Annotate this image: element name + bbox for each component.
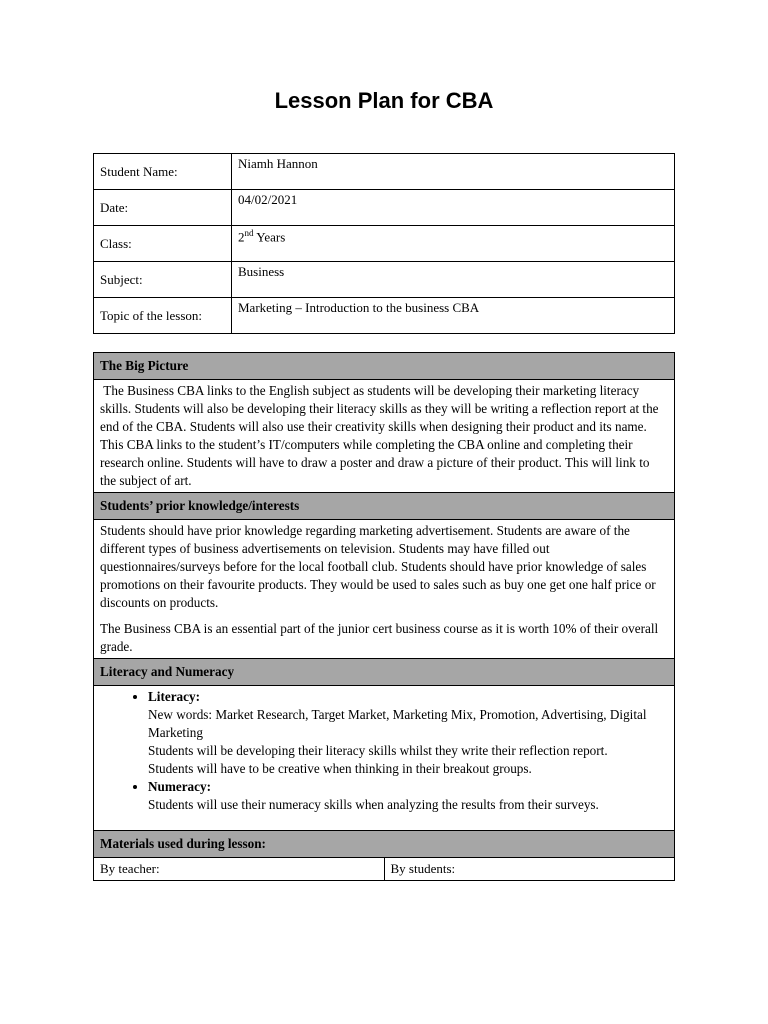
prior-knowledge-cell	[94, 520, 675, 659]
class-label: Class:	[94, 226, 232, 262]
page-title: Lesson Plan for CBA	[274, 88, 494, 113]
table-row	[94, 686, 675, 831]
prior-knowledge-paragraph-1: Students should have prior knowledge regarding marketing advertisement. Students are aware of the different types of business advertisements on television. Students may have filled out questionnaires/surveys before for the local football club. Students should have prior knowledge of sales promotions on their favourite products. They would be used to sales such as buy one get one half price or discounts on products.	[100, 523, 656, 610]
by-teacher-label: By teacher:	[94, 858, 385, 881]
student-info-table	[93, 153, 675, 334]
by-students-label: By students:	[384, 858, 675, 881]
date-value: 04/02/2021	[232, 190, 675, 226]
table-row	[94, 154, 675, 190]
class-value	[232, 226, 675, 262]
list-item	[148, 778, 668, 814]
literacy-creative: Students will have to be creative when thinking in their breakout groups.	[148, 761, 532, 776]
student-name-label: Student Name:	[94, 154, 232, 190]
table-row	[94, 190, 675, 226]
topic-label: Topic of the lesson:	[94, 298, 232, 334]
date-label: Date:	[94, 190, 232, 226]
numeracy-surveys: Students will use their numeracy skills when analyzing the results from their surveys.	[148, 797, 599, 812]
materials-heading: Materials used during lesson:	[94, 831, 675, 858]
subject-label: Subject:	[94, 262, 232, 298]
numeracy-heading: • Numeracy:	[148, 779, 211, 794]
class-ordinal: nd	[244, 228, 254, 238]
table-row	[94, 298, 675, 334]
literacy-numeracy-list	[100, 688, 668, 814]
literacy-numeracy-cell	[94, 686, 675, 831]
literacy-numeracy-heading: Literacy and Numeracy	[94, 659, 675, 686]
literacy-new-words: New words: Market Research, Target Market, Marketing Mix, Promotion, Advertising, Digital Marketing	[148, 707, 647, 740]
table-row	[94, 659, 675, 686]
topic-value: Marketing – Introduction to the business CBA	[232, 298, 675, 334]
lesson-plan-table	[93, 352, 675, 881]
table-row	[94, 353, 675, 380]
prior-knowledge-paragraph-2: The Business CBA is an essential part of the junior cert business course as it is worth 10% of their overall grade.	[100, 621, 659, 654]
subject-value: Business	[232, 262, 675, 298]
table-row	[94, 262, 675, 298]
table-row	[94, 831, 675, 858]
big-picture-text: The Business CBA links to the English subject as students will be developing their marketing literacy skills. Students will also be developing their literacy skills as they will be writing a reflection report at the end of the CBA. Students will also use their creativity skills when designing their product and its name. This CBA links to the student’s IT/computers while completing the CBA online and completing their research online. Students will have to draw a poster and draw a picture of their product. This will link to the subject of art.	[100, 383, 662, 488]
literacy-reflection: Students will be developing their literacy skills whilst they write their reflection report.	[148, 743, 608, 758]
big-picture-cell	[94, 380, 675, 493]
table-row	[94, 858, 675, 881]
list-item	[148, 688, 668, 778]
class-suffix: Years	[253, 229, 286, 245]
big-picture-heading: The Big Picture	[94, 353, 675, 380]
class-number: 2	[238, 229, 245, 245]
table-row	[94, 493, 675, 520]
literacy-heading: • Literacy:	[148, 689, 200, 704]
prior-knowledge-heading: Students’ prior knowledge/interests	[94, 493, 675, 520]
student-name-value: Niamh Hannon	[232, 154, 675, 190]
table-row	[94, 380, 675, 493]
table-row	[94, 226, 675, 262]
table-row	[94, 520, 675, 659]
